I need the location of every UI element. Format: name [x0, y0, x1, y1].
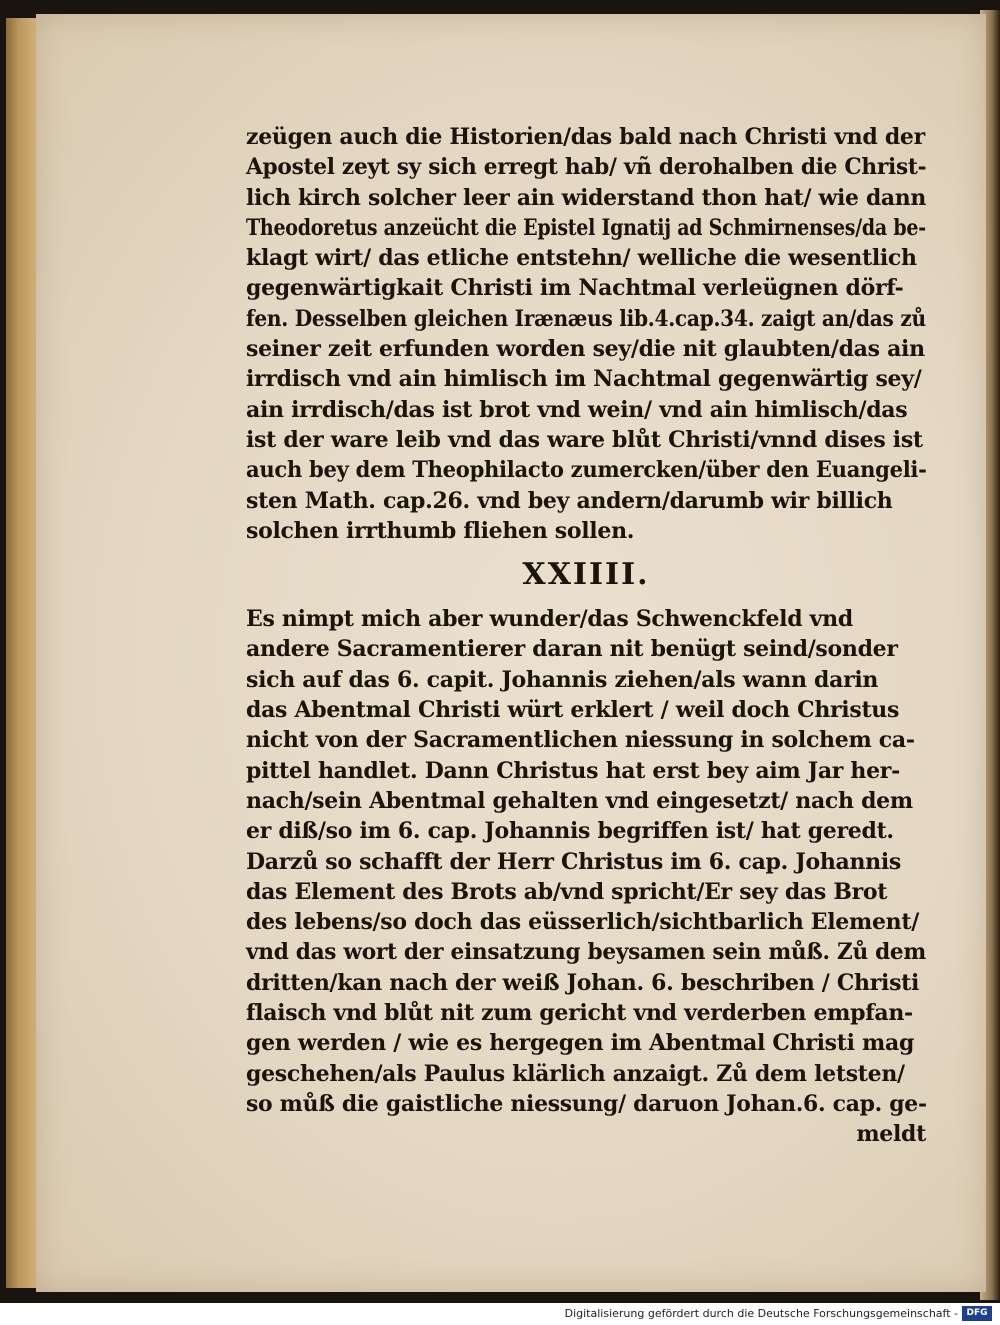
- text-line: gegenwärtigkait Christi im Nachtmal verleügnen dörf-: [246, 275, 904, 302]
- text-line: klagt wirt/ das etliche entstehn/ welliche die wesentlich: [246, 245, 917, 272]
- paragraph-bottom: [246, 604, 926, 1149]
- text-line: pittel handlet. Dann Christus hat erst bey aim Jar her-: [246, 757, 900, 784]
- text-line: des lebens/so doch das eüsserlich/sichtbarlich Element/: [246, 909, 919, 936]
- text-line: Apostel zeyt sy sich erregt hab/ vñ derohalben die Christ-: [246, 154, 927, 181]
- text-line: Theodoretus anzeücht die Epistel Ignatij ad Schmirnenses/da be-: [246, 214, 926, 241]
- text-line: sich auf das 6. capit. Johannis ziehen/als wann darin: [246, 666, 879, 693]
- text-line: er diß/so im 6. cap. Johannis begriffen ist/ hat geredt.: [246, 818, 894, 845]
- text-line: ain irrdisch/das ist brot vnd wein/ vnd ain himlisch/das: [246, 396, 908, 423]
- text-line: nach/sein Abentmal gehalten vnd eingesetzt/ nach dem: [246, 787, 913, 814]
- text-line: andere Sacramentierer daran nit benügt seind/sonder: [246, 636, 898, 663]
- catchword: meldt: [856, 1121, 926, 1148]
- text-line: lich kirch solcher leer ain widerstand thon hat/ wie dann: [246, 184, 927, 211]
- text-line: zeügen auch die Histori̇en/das bald nach Christi vnd der: [246, 124, 925, 150]
- text-line: das Element des Brots ab/vnd spricht/Er sey das Brot: [246, 878, 888, 905]
- text-line: auch bey dem Theophilacto zumercken/über den Euangeli-: [246, 457, 927, 484]
- paragraph-top: [246, 122, 926, 546]
- text-line: Darzů so schafft der Herr Christus im 6. cap. Johannis: [246, 848, 902, 875]
- text-block: [246, 122, 926, 1150]
- text-line: flaisch vnd blůt nit zum gericht vnd verderben empfan-: [246, 1000, 913, 1027]
- text-line: fen. Desselben gleichen Irænæus lib.4.cap.34. zaigt an/das zů: [246, 305, 926, 332]
- text-line: das Abentmal Christi würt erklert / weil doch Christus: [246, 697, 900, 724]
- footer-bar: [0, 1303, 1000, 1325]
- text-line: nicht von der Sacramentlichen niessung in solchem ca-: [246, 727, 915, 754]
- text-line: solchen irrthumb fliehen sollen.: [246, 517, 635, 544]
- text-line: so můß die gaistliche niessung/ daruon Johan.6. cap. ge-: [246, 1090, 927, 1117]
- text-line: vnd das wort der einsatzung beysamen sein můß. Zů dem: [246, 939, 926, 966]
- text-line: dritten/kan nach der weiß Johan. 6. beschriben / Christi: [246, 969, 920, 996]
- text-line: gen werden / wie es hergegen im Abentmal Christi mag: [246, 1030, 915, 1057]
- section-heading: XXIIII.: [522, 557, 650, 593]
- text-line: ist der ware leib vnd das ware blůt Christi/vnnd dises ist: [246, 426, 923, 453]
- page-edge-left: [6, 18, 40, 1288]
- text-line: seiner zeit erfunden worden sey/die nit glaubten/das ain: [246, 336, 925, 363]
- text-line: Es nimpt mich aber wunder/das Schwenckfeld vnd: [246, 606, 853, 633]
- funding-credit: Digitalisierung gefördert durch die Deutsche Forschungsgemeinschaft -: [564, 1307, 958, 1320]
- dfg-logo: DFG: [962, 1306, 992, 1321]
- text-line: irrdisch vnd ain himlisch im Nachtmal gegenwärtig sey/: [246, 366, 922, 393]
- text-line: sten Math. cap.26. vnd bey andern/darumb wir billich: [246, 487, 893, 514]
- text-line: geschehen/als Paulus klärlich anzaigt. Zů dem letsten/: [246, 1060, 905, 1087]
